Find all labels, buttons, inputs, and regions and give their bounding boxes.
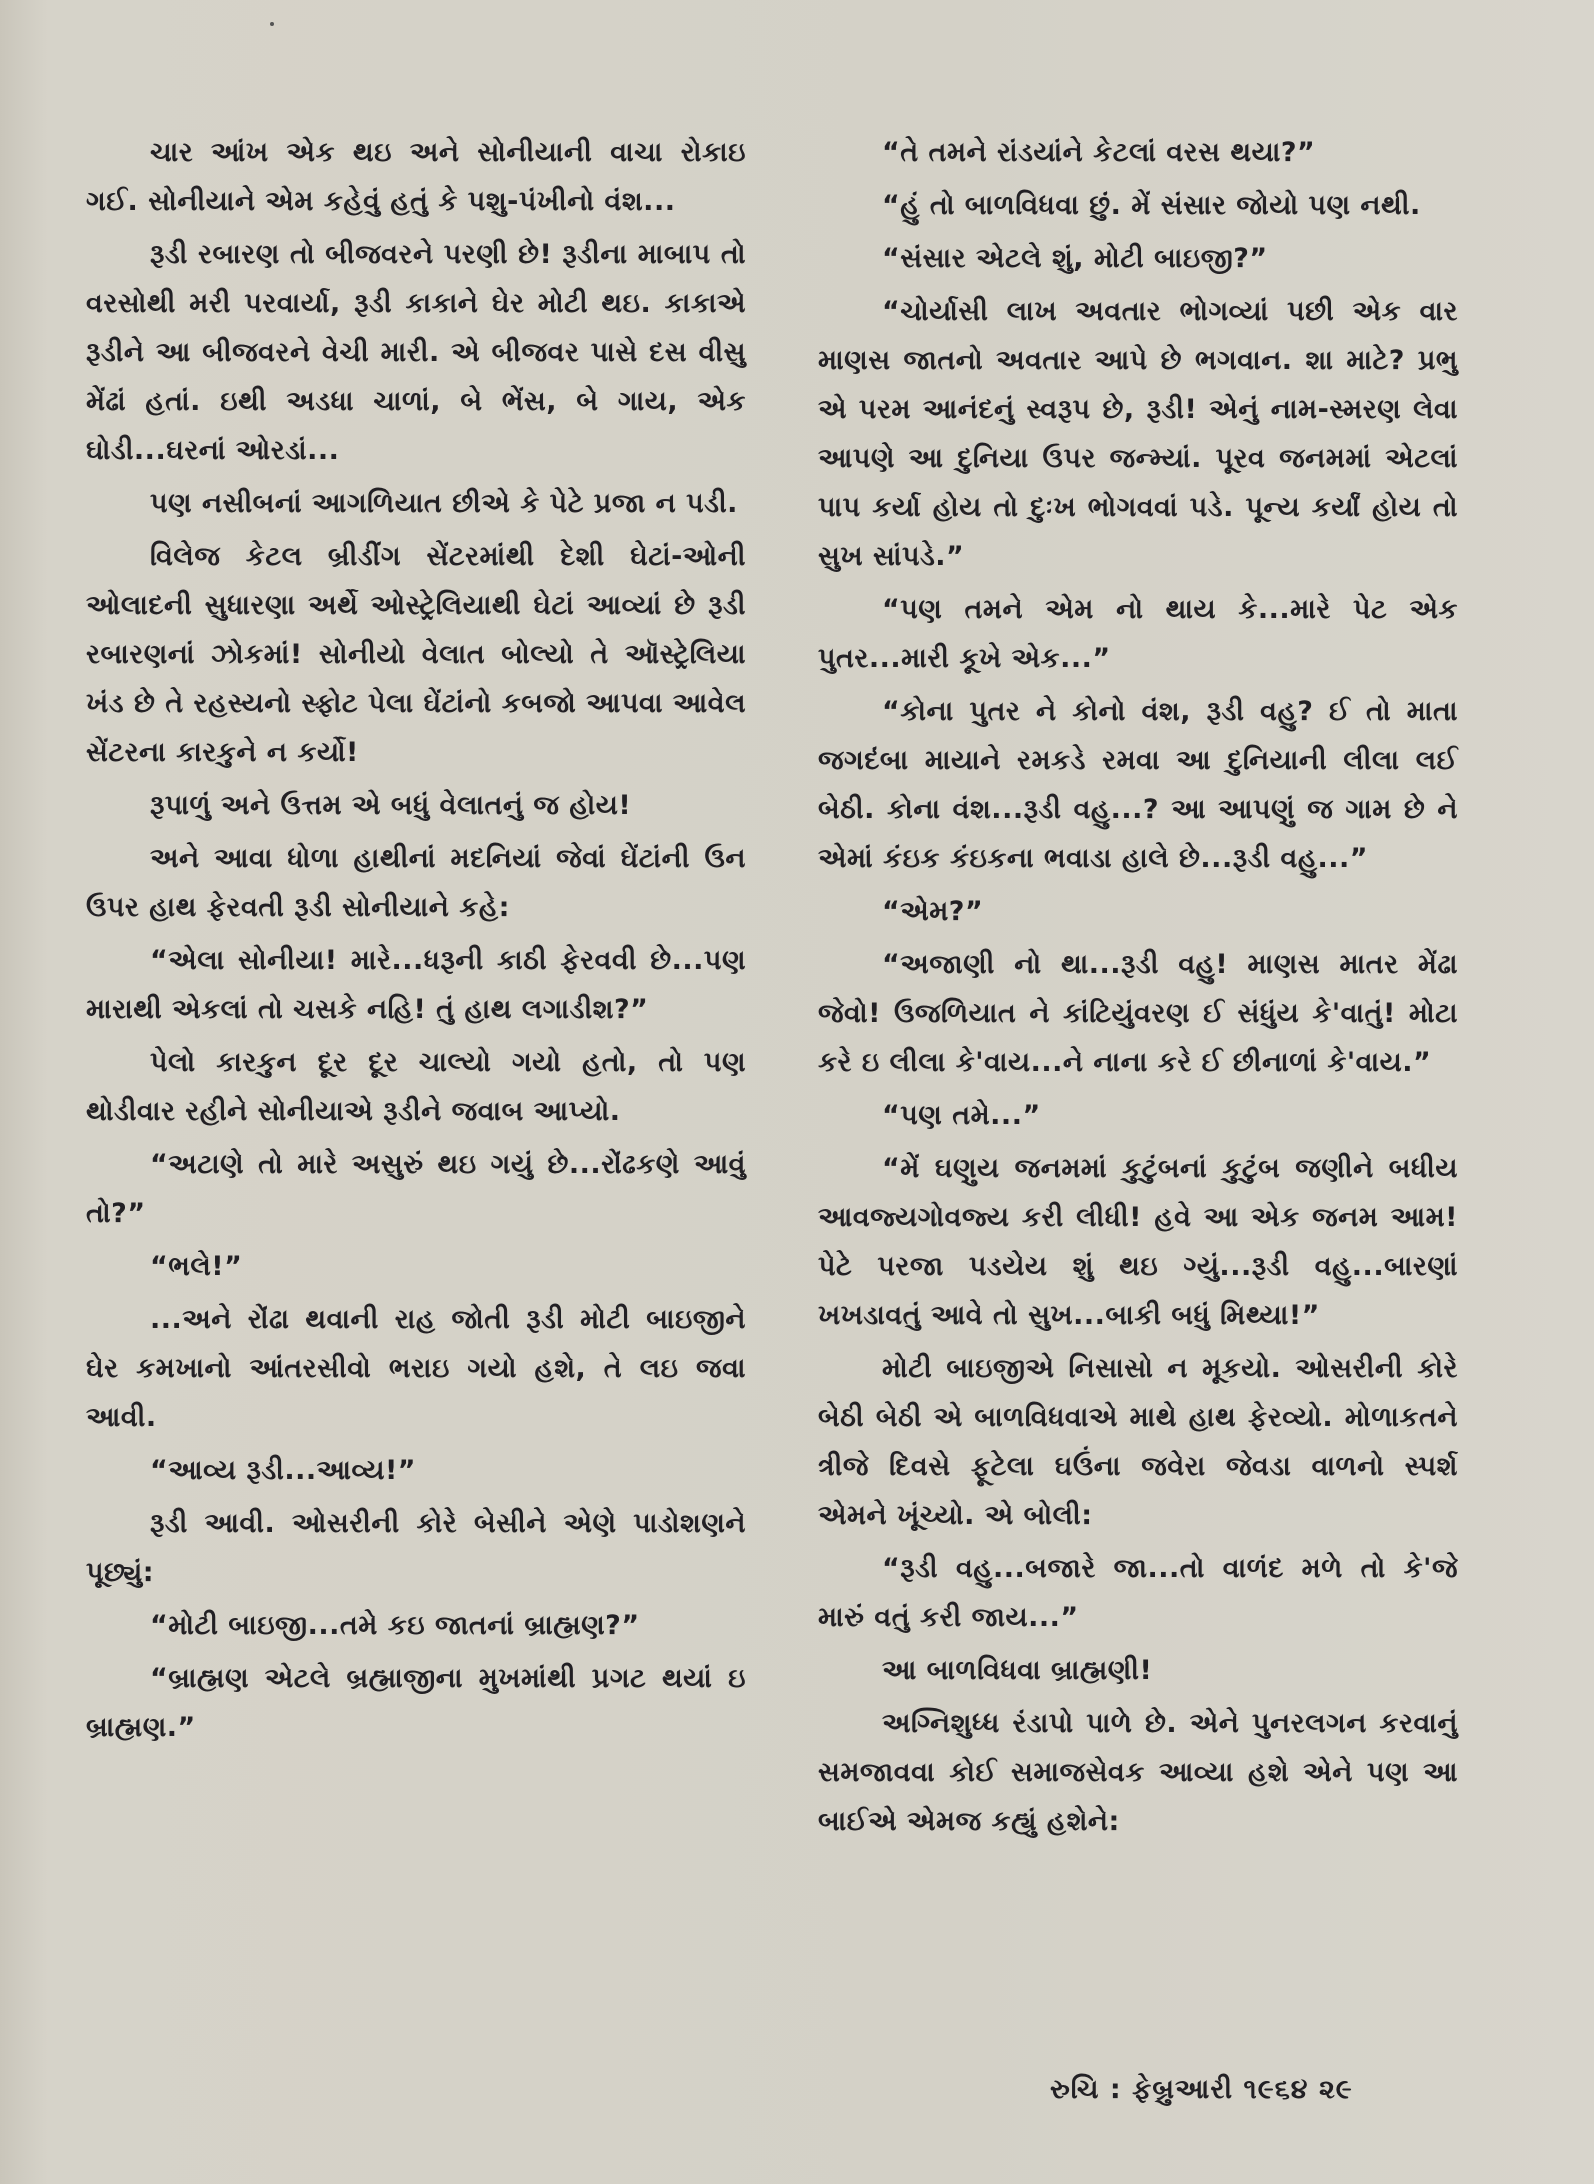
print-speck	[270, 22, 274, 26]
right-column	[818, 128, 1458, 1850]
paragraph: “મેં ઘણુય જનમમાં કુટુંબનાં કુટુંબ જણીને બધીય આવજ્યગોવજ્ય કરી લીધી! હવે આ એક જનમ આમ! પેટે પરજા પડયેય શું થઇ ગ્યું...રૂડી વહુ...બારણાં ખખડાવતું આવે તો સુખ...બાકી બધું મિથ્યા!”	[818, 1153, 1458, 1331]
paragraph: “આવ્ય રૂડી...આવ્ય!”	[150, 1455, 417, 1486]
paragraph: અગ્નિશુધ્ધ રંડાપો પાળે છે. એને પુનરલગન કરવાનું સમજાવવા કોઈ સમાજસેવક આવ્યા હશે એને પણ આ બાઈએ એમજ કહ્યું હશેને:	[818, 1708, 1458, 1837]
paragraph: “બ્રાહ્મણ એટલે બ્રહ્માજીના મુખમાંથી પ્રગટ થયાં ઇ બ્રાહ્મણ.”	[86, 1663, 746, 1743]
paragraph: મોટી બાઇજીએ નિસાસો ન મૂકયો. ઓસરીની કોરે બેઠી બેઠી એ બાળવિધવાએ માથે હાથ ફેરવ્યો. મોળાકતને ત્રીજે દિવસે ફૂટેલા ઘઉંના જવેરા જેવડા વાળનો સ્પર્શ એમને ખૂંચ્યો. એ બોલી:	[818, 1353, 1458, 1531]
paragraph: “ચોર્યાસી લાખ અવતાર ભોગવ્યાં પછી એક વાર માણસ જાતનો અવતાર આપે છે ભગવાન. શા માટે? પ્રભુ એ પરમ આનંદનું સ્વરૂપ છે, રૂડી! એનું નામ-સ્મરણ લેવા આપણે આ દુનિયા ઉપર જન્મ્યાં. પૂરવ જનમમાં એટલાં પાપ કર્યા હોય તો દુઃખ ભોગવવાં પડે. પૂન્ય કર્યાં હોય તો સુખ સાંપડે.”	[818, 296, 1458, 572]
paragraph: ...અને રોંઢા થવાની રાહ જોતી રૂડી મોટી બાઇજીને ઘેર કમખાનો આંતરસીવો ભરાઇ ગયો હશે, તે લઇ જવા આવી.	[86, 1304, 746, 1433]
paragraph: “અટાણે તો મારે અસુરું થઇ ગયું છે...રોંઢકણે આવું તો?”	[86, 1149, 746, 1229]
paragraph: “કોના પુતર ને કોનો વંશ, રૂડી વહુ? ઈ તો માતા જગદંબા માયાને રમકડે રમવા આ દુનિયાની લીલા લઈ બેઠી. કોના વંશ...રૂડી વહુ...? આ આપણું જ ગામ છે ને એમાં કંઇક કંઇકના ભવાડા હાલે છે...રૂડી વહુ...”	[818, 696, 1458, 874]
paragraph: “મોટી બાઇજી...તમે કઇ જાતનાં બ્રાહ્મણ?”	[150, 1610, 640, 1641]
paragraph: “એમ?”	[882, 896, 984, 927]
paragraph: રૂપાળું અને ઉત્તમ એ બધું વેલાતનું જ હોય!	[150, 790, 632, 821]
left-column	[86, 128, 746, 1756]
paragraph: આ બાળવિધવા બ્રાહ્મણી!	[882, 1655, 1153, 1686]
paragraph: “પણ તમે...”	[882, 1100, 1041, 1131]
paragraph: “હું તો બાળવિધવા છું. મેં સંસાર જોયો પણ નથી.	[882, 190, 1421, 221]
paragraph: ચાર આંખ એક થઇ અને સોનીયાની વાચા રોકાઇ ગઈ. સોનીયાને એમ કહેવું હતું કે પશુ-પંખીનો વંશ...	[86, 137, 746, 217]
paragraph: “તે તમને રાંડયાંને કેટલાં વરસ થયા?”	[882, 137, 1316, 168]
paragraph: રૂડી રબારણ તો બીજવરને પરણી છે! રૂડીના માબાપ તો વરસોથી મરી પરવાર્યા, રૂડી કાકાને ઘેર મોટી થઇ. કાકાએ રૂડીને આ બીજવરને વેચી મારી. એ બીજવર પાસે દસ વીસુ મેંઢાં હતાં. ઇથી અડધા ચાળાં, બે ભેંસ, બે ગાય, એક ઘોડી...ઘરનાં ઓરડાં...	[86, 239, 746, 466]
paragraph: અને આવા ધોળા હાથીનાં મદનિયાં જેવાં ઘેંટાંની ઉન ઉપર હાથ ફેરવતી રૂડી સોનીયાને કહે:	[86, 843, 746, 923]
paragraph: “રૂડી વહુ...બજારે જા...તો વાળંદ મળે તો કે'જે મારું વતું કરી જાય...”	[818, 1553, 1458, 1633]
paragraph: “પણ તમને એમ નો થાય કે...મારે પેટ એક પુતર...મારી કૂખે એક...”	[818, 594, 1458, 674]
paragraph: “સંસાર એટલે શું, મોટી બાઇજી?”	[882, 243, 1268, 274]
paragraph: “ભલે!”	[150, 1251, 243, 1282]
paragraph: રૂડી આવી. ઓસરીની કોરે બેસીને એણે પાડોશણને પૂછ્યું:	[86, 1508, 746, 1588]
paragraph: પેલો કારકુન દૂર દૂર ચાલ્યો ગયો હતો, તો પણ થોડીવાર રહીને સોનીયાએ રૂડીને જવાબ આપ્યો.	[86, 1047, 746, 1127]
paragraph: “અજાણી નો થા...રૂડી વહુ! માણસ માતર મેંઢા જેવો! ઉજળિયાત ને કાંટિયુંવરણ ઈ સંધુંય કે'વાતું! મોટા કરે ઇ લીલા કે'વાય...ને નાના કરે ઈ છીનાળાં કે'વાય.”	[818, 949, 1458, 1078]
paragraph: વિલેજ કેટલ બ્રીડીંગ સેંટરમાંથી દેશી ઘેટાં-ઓની ઓલાદની સુધારણા અર્થે ઓસ્ટ્રેલિયાથી ઘેટાં આવ્યાં છે રૂડી રબારણનાં ઝોકમાં! સોનીયો વેલાત બોલ્યો તે ઑસ્ટ્રેલિયા ખંડ છે તે રહસ્યનો સ્ફોટ પેલા ઘેંટાંનો કબજો આપવા આવેલ સેંટરના કારકુને ન કર્યો!	[86, 541, 746, 768]
paragraph: પણ નસીબનાં આગળિયાત છીએ કે પેટે પ્રજા ન પડી.	[150, 488, 738, 519]
paragraph: “એલા સોનીયા! મારે...ધરૂની કાઠી ફેરવવી છે...પણ મારાથી એકલાં તો ચસકે નહિ! તું હાથ લગાડીશ?”	[86, 945, 746, 1025]
page-footer: રુચિ : ફેબ્રુઆરી ૧૯૬૪ ૨૯	[1050, 2074, 1353, 2105]
